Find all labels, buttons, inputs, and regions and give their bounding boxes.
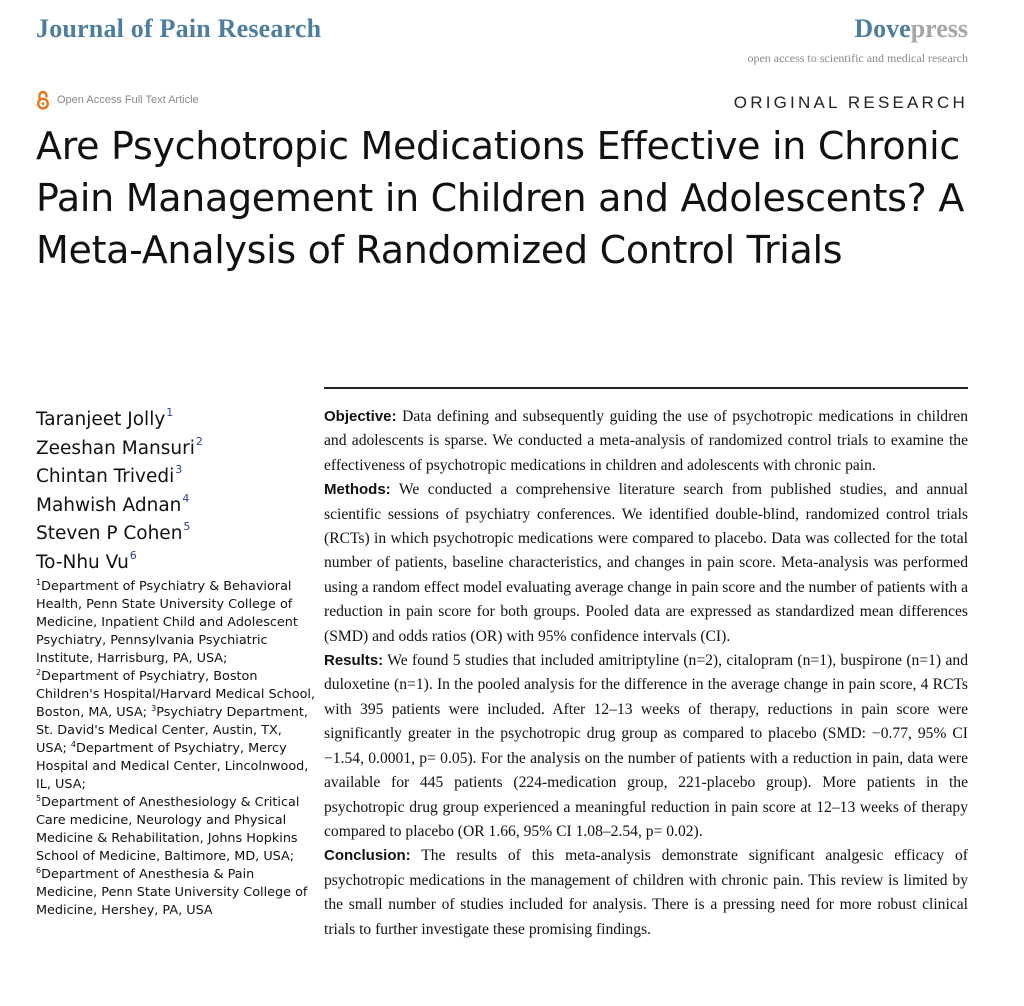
affiliation-text: Department of Psychiatry, Mercy Hospital and Medical Center, Lincolnwood, IL, USA; — [36, 741, 309, 792]
author-affiliation-ref: 2 — [195, 434, 203, 448]
affiliation-number: 4 — [70, 740, 76, 749]
author-name: Zeeshan Mansuri — [36, 437, 195, 459]
abstract-divider — [324, 387, 968, 389]
affiliation-text: Department of Anesthesia & Pain Medicine, Penn State University College of Medicine, Hershey, PA, USA — [36, 867, 308, 918]
author-name: Taranjeet Jolly — [36, 409, 166, 430]
affiliation-text: Department of Psychiatry, Boston Children's Hospital/Harvard Medical School, Boston, MA, USA; — [36, 669, 316, 720]
author-name: Steven P Cohen — [36, 523, 183, 544]
author-name: Mahwish Adnan — [36, 494, 182, 516]
publisher-name-part-b: press — [910, 14, 968, 43]
author[interactable] — [36, 520, 316, 549]
affiliation-number: 3 — [151, 704, 157, 713]
section-text: Data defining and subsequently guiding the use of psychotropic medications in children and adolescents is sparse. We conducted a meta-analysis of randomized control trials to examine the effectiveness of psychotropic medications in children and adolescents with chronic pain. — [324, 408, 968, 474]
affiliation-text: Department of Anesthesiology & Critical Care medicine, Neurology and Physical Medicine & Rehabilitation, Johns Hopkins School of Medicine, Baltimore, MD, USA; — [36, 795, 300, 864]
author[interactable] — [36, 435, 316, 464]
abstract — [324, 405, 968, 942]
affiliation-text: Department of Psychiatry & Behavioral Health, Penn State University College of Medicine, Inpatient Child and Adolescent Psychiatry, Pennsylvania Psychiatric Institute, Harrisburg, PA, USA; — [36, 579, 298, 666]
author-list — [36, 406, 316, 577]
author[interactable] — [36, 463, 316, 492]
affiliation-number: 6 — [36, 866, 42, 875]
publisher-logo[interactable] — [854, 14, 968, 44]
affiliation-text: Psychiatry Department, St. David's Medical Center, Austin, TX, USA; — [36, 705, 308, 756]
section-label: Results: — [324, 652, 384, 670]
article-type: ORIGINAL RESEARCH — [733, 93, 968, 112]
article-title: Are Psychotropic Medications Effective in Chronic Pain Management in Children and Adolescents? A Meta-Analysis of Randomized Control Trials — [36, 124, 965, 272]
section-text: We conducted a comprehensive literature search from published studies, and annual scientific sessions of psychiatry conferences. We identified double-blind, randomized control trials (RCTs) in which psychotropic medications were compared to placebo. Data was collected for the total number of patients, baseline characteristics, and changes in pain score. Meta-analysis was performed using a random effect model evaluating average change in pain score and the number of patients with a reduction in pain score for both groups. Pooled data are expressed as standardized mean differences (SMD) and odds ratios (OR) with 95% confidence intervals (CI). — [324, 481, 968, 645]
publisher-name-part-a: Dove — [854, 14, 911, 43]
author-affiliation-ref: 5 — [183, 520, 191, 533]
affiliation-number: 5 — [36, 794, 42, 803]
publisher-tagline: open access to scientific and medical research — [747, 51, 968, 65]
abstract-results — [324, 649, 968, 844]
author-affiliation-ref: 4 — [182, 491, 190, 505]
open-access-badge — [36, 90, 199, 110]
section-label: Methods: — [324, 481, 391, 499]
section-label: Conclusion: — [324, 847, 411, 865]
affiliation-number: 1 — [36, 578, 42, 587]
author-affiliation-ref: 1 — [166, 406, 174, 419]
section-text: We found 5 studies that included amitriptyline (n=2), citalopram (n=1), buspirone (n=1) and duloxetine (n=1). In the pooled analysis for the difference in the average change in pain score, 4 RCTs with 395 patients were included. After 12–13 weeks of therapy, reductions in pain score were significantly greater in the psychotropic drug group as compared to placebo (SMD: −0.77, 95% CI −1.54, 0.0001, p= 0.05). For the analysis on the number of patients with a reduction in pain, data were available for 445 patients (224-medication group, 221-placebo group). More patients in the psychotropic drug group experienced a meaningful reduction in pain score at 12–13 weeks of therapy compared to placebo (OR 1.66, 95% CI 1.08–2.54, p= 0.02). — [324, 652, 968, 840]
author[interactable] — [36, 406, 316, 435]
author-name: To-Nhu Vu — [36, 551, 129, 573]
author[interactable] — [36, 549, 316, 578]
author-name: Chintan Trivedi — [36, 466, 175, 487]
affiliation-number: 2 — [36, 668, 42, 677]
journal-name[interactable]: Journal of Pain Research — [36, 14, 322, 43]
author[interactable] — [36, 492, 316, 521]
section-label: Objective: — [324, 408, 397, 425]
section-text: The results of this meta-analysis demonstrate significant analgesic efficacy of psychotropic medications in the management of children with chronic pain. This review is limited by the small number of studies included for analysis. There is a pressing need for more robust clinical trials to further investigate these promising findings. — [324, 847, 968, 938]
author-affiliation-ref: 6 — [129, 548, 137, 562]
author-affiliation-ref: 3 — [175, 463, 183, 476]
open-access-icon — [36, 90, 50, 110]
abstract-conclusion — [324, 844, 968, 942]
abstract-methods — [324, 478, 968, 649]
open-access-label: Open Access Full Text Article — [57, 94, 199, 106]
affiliations — [36, 578, 316, 920]
abstract-objective — [324, 405, 968, 478]
